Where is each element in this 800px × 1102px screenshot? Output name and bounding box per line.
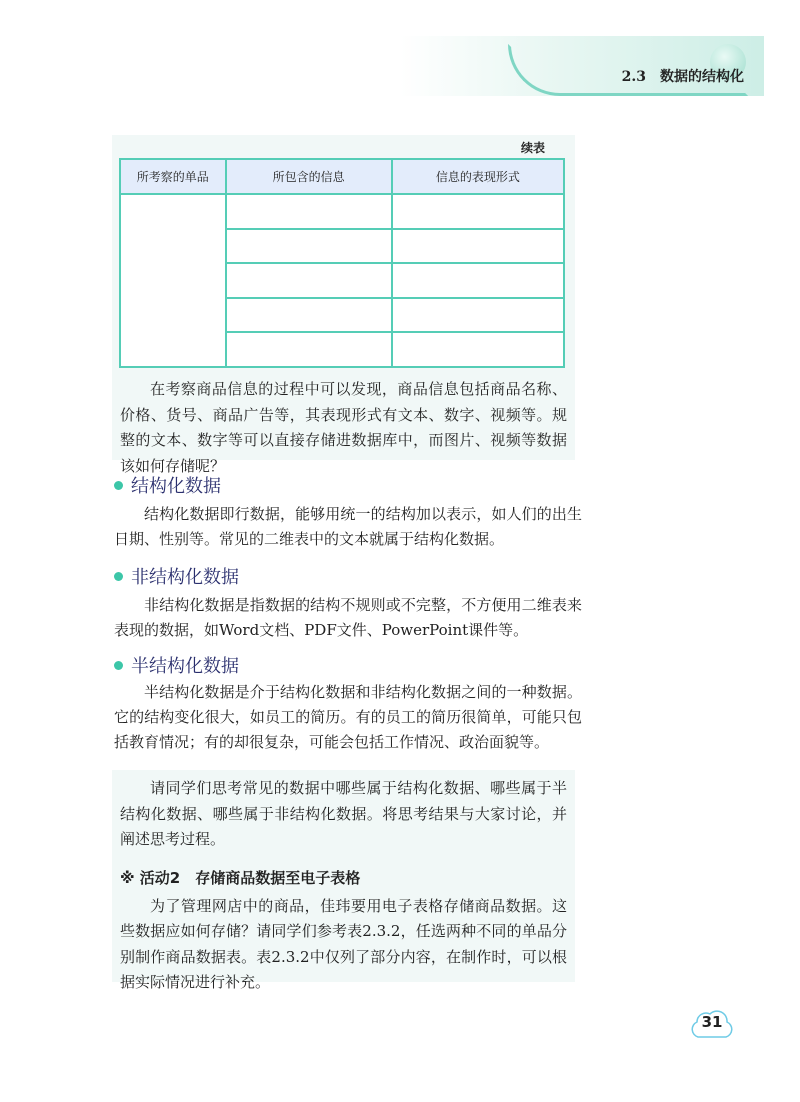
table-cell[interactable] <box>226 194 392 229</box>
table-cell[interactable] <box>392 229 564 264</box>
table-cell[interactable] <box>392 332 564 367</box>
table-caption: 续表 <box>520 141 545 155</box>
product-info-table <box>119 158 565 368</box>
table-header: 所考察的单品 <box>120 159 226 194</box>
table-cell[interactable] <box>392 298 564 333</box>
section-heading <box>114 472 221 498</box>
activity-title: ※ 活动2 存储商品数据至电子表格 <box>120 868 361 887</box>
section-heading <box>114 652 239 678</box>
section-body: 结构化数据即行数据，能够用统一的结构加以表示，如人们的出生日期、性别等。常见的二维表中的文本就属于结构化数据。 <box>114 505 582 548</box>
activity-box <box>112 770 575 991</box>
heading-text: 非结构化数据 <box>131 567 239 588</box>
heading-text: 结构化数据 <box>131 476 221 497</box>
table-cell[interactable] <box>392 263 564 298</box>
table-header: 信息的表现形式 <box>392 159 564 194</box>
section-title: 2.3 数据的结构化 <box>621 69 744 85</box>
table-cell[interactable] <box>120 194 226 367</box>
page-number-badge <box>688 1008 736 1040</box>
table-cell[interactable] <box>392 194 564 229</box>
bullet-icon <box>114 661 123 670</box>
table-cell[interactable] <box>226 298 392 333</box>
chapter-banner <box>400 36 764 96</box>
activity-body: 为了管理网店中的商品，佳玮要用电子表格存储商品数据。这些数据应如何存储？请同学们参考表2.3.2，任选两种不同的单品分别制作商品数据表。表2.3.2中仅列了部分内容，在制作时，可以根据实际情况进行补充。 <box>120 896 567 991</box>
table-header: 所包含的信息 <box>226 159 392 194</box>
table-note: 在考察商品信息的过程中可以发现，商品信息包括商品名称、价格、货号、商品广告等，其表现形式有文本、数字、视频等。规整的文本、数字等可以直接存储进数据库中，而图片、视频等数据该如何存储呢？ <box>120 380 567 475</box>
bullet-icon <box>114 481 123 490</box>
table-cell[interactable] <box>226 332 392 367</box>
table-box <box>112 135 575 475</box>
section-heading <box>114 563 239 589</box>
table-cell[interactable] <box>226 263 392 298</box>
page-number: 31 <box>701 1013 723 1031</box>
section-body: 半结构化数据是介于结构化数据和非结构化数据之间的一种数据。它的结构变化很大，如员工的简历。有的员工的简历很简单，可能只包括教育情况；有的却很复杂，可能会包括工作情况、政治面貌等。 <box>114 683 582 751</box>
section-body: 非结构化数据是指数据的结构不规则或不完整，不方便用二维表来表现的数据，如Word文档、PDF文件、PowerPoint课件等。 <box>114 596 582 639</box>
bullet-icon <box>114 572 123 581</box>
think-prompt: 请同学们思考常见的数据中哪些属于结构化数据、哪些属于半结构化数据、哪些属于非结构化数据。将思考结果与大家讨论，并阐述思考过程。 <box>120 779 567 848</box>
table-cell[interactable] <box>226 229 392 264</box>
heading-text: 半结构化数据 <box>131 656 239 677</box>
